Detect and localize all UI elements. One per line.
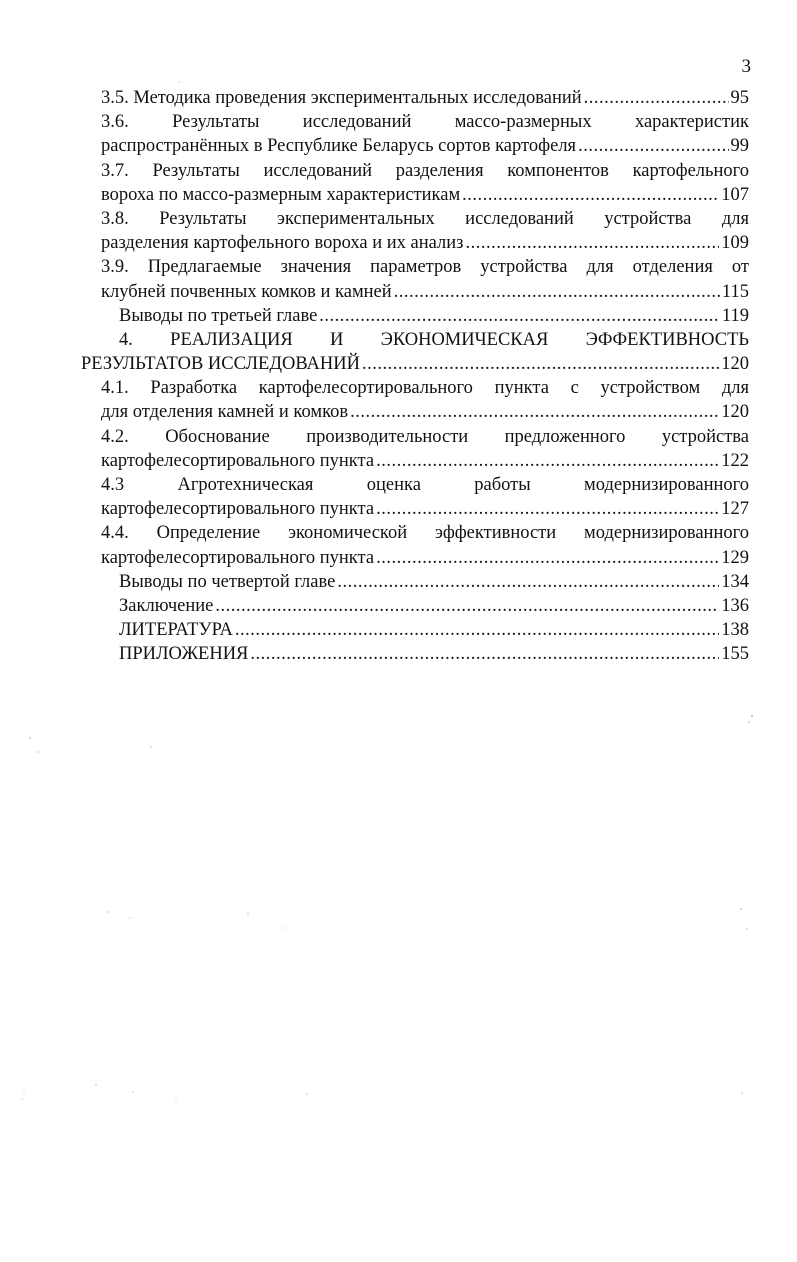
toc-entry-title: разделения картофельного вороха и их анализ <box>101 233 464 254</box>
toc-entry-conclusions-ch3 <box>101 304 749 328</box>
dot-leader <box>235 618 719 642</box>
toc-page-number: 107 <box>721 184 749 205</box>
dot-leader <box>319 304 720 328</box>
toc-entry-title: РЕЗУЛЬТАТОВ ИССЛЕДОВАНИЙ <box>81 354 360 375</box>
toc-entry-3-6-line2 <box>101 134 749 158</box>
dot-leader <box>376 449 719 473</box>
toc-entry-3-8-line2 <box>101 231 749 255</box>
toc-entry-4-4-line2 <box>101 546 749 570</box>
dot-leader <box>578 134 728 158</box>
toc-page-number: 120 <box>721 354 749 375</box>
dot-leader <box>362 352 719 376</box>
toc-entry-title: ПРИЛОЖЕНИЯ <box>119 644 249 665</box>
toc-entry-title: Выводы по четвертой главе <box>119 571 336 592</box>
dot-leader <box>584 86 729 110</box>
dot-leader <box>465 231 719 255</box>
toc-entry-title: ЛИТЕРАТУРА <box>119 620 233 641</box>
toc-entry-3-8-line1: 3.8. Результаты экспериментальных исследований устройства для <box>101 208 749 229</box>
dot-leader <box>250 642 719 666</box>
toc-entry-4-2-line1: 4.2. Обоснование производительности предложенного устройства <box>101 426 749 447</box>
dot-leader <box>337 570 719 594</box>
toc-chapter-4-line1: 4. РЕАЛИЗАЦИЯ И ЭКОНОМИЧЕСКАЯ ЭФФЕКТИВНОСТЬ <box>119 329 749 350</box>
toc-entry-3-7-line2 <box>101 183 749 207</box>
toc-chapter-4-line2 <box>81 352 749 376</box>
toc-entry-title: картофелесортировального пункта <box>101 499 375 520</box>
toc-page-number: 122 <box>721 450 749 471</box>
toc-entry-4-2-line2 <box>101 449 749 473</box>
toc-page-number: 127 <box>721 499 749 520</box>
dot-leader <box>376 497 719 521</box>
toc-entry-conclusion <box>101 594 749 618</box>
toc-page-number: 120 <box>721 402 749 423</box>
toc-entry-4-1-line1: 4.1. Разработка картофелесортировального пункта с устройством для <box>101 378 749 399</box>
toc-page-number: 129 <box>721 547 749 568</box>
toc-entry-4-4-line1: 4.4. Определение экономической эффективности модернизированного <box>101 523 749 544</box>
toc-entry-title: картофелесортировального пункта <box>101 547 375 568</box>
toc-page-number: 155 <box>721 644 749 665</box>
toc-page-number: 99 <box>730 136 749 157</box>
toc-page-number: 134 <box>721 571 749 592</box>
toc-page-number: 115 <box>721 281 749 302</box>
toc-entry-title: для отделения камней и комков <box>101 402 349 423</box>
toc-entry-title: Заключение <box>119 595 214 616</box>
toc-entry-title: вороха по массо-размерным характеристикам <box>101 184 461 205</box>
dot-leader <box>215 594 719 618</box>
dot-leader <box>350 400 719 424</box>
toc-entry-literature <box>101 618 749 642</box>
toc-entry-3-9-line2 <box>101 280 749 304</box>
toc-page-number: 136 <box>721 595 749 616</box>
dot-leader <box>462 183 719 207</box>
toc-page-number: 95 <box>730 88 749 108</box>
toc-entry-3-5 <box>101 86 749 110</box>
toc-entry-title: 3.5. Методика проведения экспериментальных исследований <box>101 88 582 108</box>
toc-entry-appendices <box>101 642 749 666</box>
toc-page-number: 109 <box>721 233 749 254</box>
toc-entry-title: распространённых в Республике Беларусь сортов картофеля <box>101 136 577 157</box>
toc-entry-3-7-line1: 3.7. Результаты исследований разделения компонентов картофельного <box>101 160 749 181</box>
page-number: 3 <box>741 56 751 77</box>
toc-entry-title: клубней почвенных комков и камней <box>101 281 392 302</box>
toc-entry-title: Выводы по третьей главе <box>119 305 318 326</box>
toc-entry-4-3-line2 <box>101 497 749 521</box>
toc-entry-conclusions-ch4 <box>101 570 749 594</box>
toc-page-number: 119 <box>721 305 749 326</box>
toc-entry-4-1-line2 <box>101 400 749 424</box>
toc-page-number: 138 <box>721 620 749 641</box>
dot-leader <box>394 280 720 304</box>
toc-entry-4-3-line1: 4.3 Агротехническая оценка работы модернизированного <box>101 475 749 495</box>
toc-entry-3-9-line1: 3.9. Предлагаемые значения параметров устройства для отделения от <box>101 257 749 278</box>
toc-entry-3-6-line1: 3.6. Результаты исследований массо-размерных характеристик <box>101 112 749 133</box>
table-of-contents <box>81 86 749 667</box>
toc-entry-title: картофелесортировального пункта <box>101 450 375 471</box>
dot-leader <box>376 546 719 570</box>
